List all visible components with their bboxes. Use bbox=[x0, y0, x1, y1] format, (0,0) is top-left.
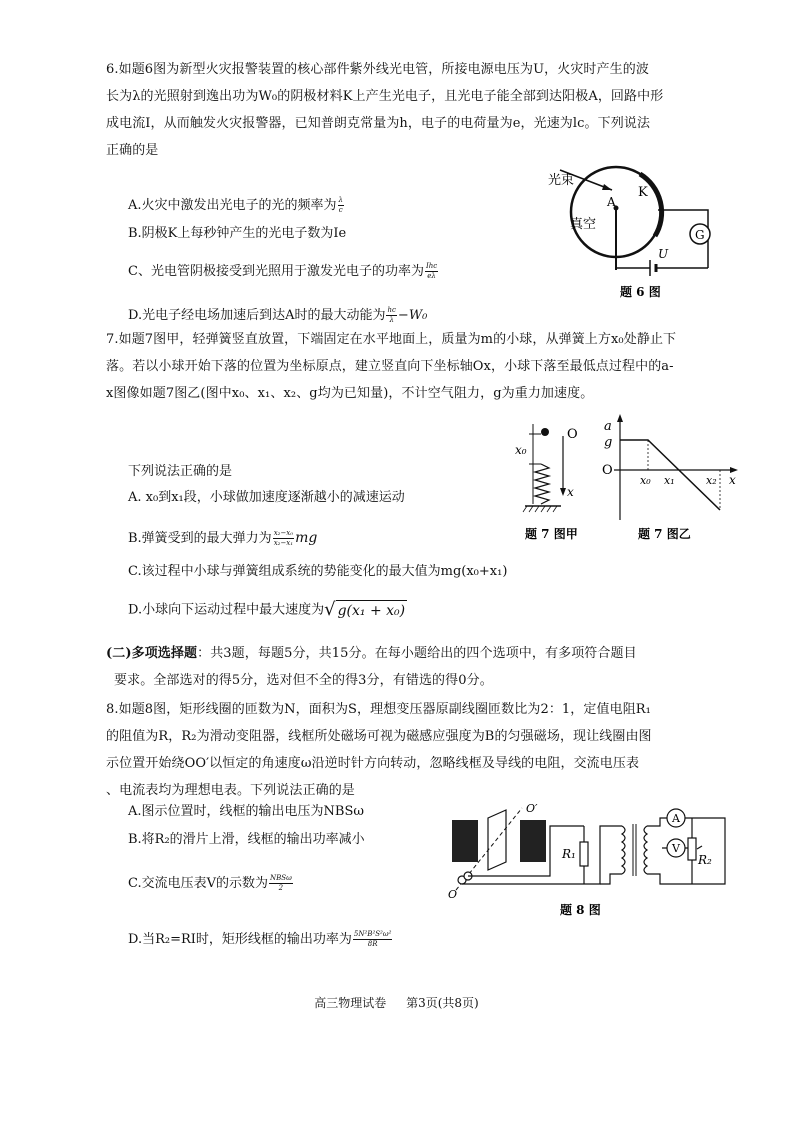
q6-option-b[interactable] bbox=[128, 224, 346, 244]
q7-option-d[interactable] bbox=[128, 600, 407, 621]
q7-line: 落。若以小球开始下落的位置为坐标原点，建立竖直向下坐标轴Ox，小球下落至最低点过程中的a- bbox=[106, 359, 674, 374]
transformer-secondary bbox=[644, 826, 647, 874]
magnet-pole-left bbox=[452, 820, 478, 862]
voltage-label: U bbox=[658, 247, 669, 261]
q6-option-d-fraction bbox=[386, 306, 396, 325]
q8-stem bbox=[106, 696, 726, 804]
cathode-label: K bbox=[638, 185, 648, 200]
q6-option-d-text: D.光电子经电场加速后到达A时的最大动能为 bbox=[128, 308, 386, 323]
x-axis-arrow bbox=[560, 488, 566, 496]
q6-line: 正确的是 bbox=[106, 143, 159, 158]
resistor-r1 bbox=[580, 842, 588, 866]
q8-option-d[interactable] bbox=[128, 930, 393, 950]
q6-option-c-fraction bbox=[425, 262, 438, 281]
q8-option-c-fraction bbox=[269, 874, 293, 893]
light-beam-arrow bbox=[602, 184, 612, 190]
section-2-rules: ：共3题，每题5分，共15分。在每小题给出的四个选项中，有多项符合题目 bbox=[197, 646, 637, 661]
x0-label: x₀ bbox=[515, 443, 527, 457]
q7-option-b-fraction bbox=[273, 529, 294, 548]
ball bbox=[541, 428, 549, 436]
q8-option-a-text: A.图示位置时，线框的输出电压为NBSω bbox=[128, 804, 364, 819]
q8-option-d-text: D.当R₂=RI时，矩形线框的输出功率为 bbox=[128, 932, 352, 947]
q7-option-c[interactable] bbox=[128, 562, 507, 582]
fraction-numerator: x₂−x₀ bbox=[273, 529, 294, 537]
section-2-rules-line2: 要求。全部选对的得5分，选对但不全的得3分，有错选的得0分。 bbox=[114, 673, 493, 688]
q8-option-a[interactable] bbox=[128, 802, 364, 822]
x0-tick-label: x₀ bbox=[640, 474, 651, 487]
r1-label: R₁ bbox=[562, 847, 576, 861]
axis-bottom-label: O bbox=[448, 888, 458, 901]
exam-title: 高三物理试卷 bbox=[314, 996, 387, 1010]
q6-line: 6.如题6图为新型火灾报警装置的核心部件紫外线光电管，所接电源电压为U，火灾时产生的波 bbox=[106, 62, 649, 77]
q7-option-b-tail: mg bbox=[295, 530, 318, 546]
fraction-denominator: λ bbox=[389, 316, 394, 324]
x-axis-label: x bbox=[729, 473, 736, 487]
page-number: 第3页(共8页) bbox=[406, 996, 479, 1010]
q8-figure bbox=[440, 800, 740, 920]
fraction-numerator: NBSω bbox=[270, 874, 292, 882]
r2-slider-arrow bbox=[697, 846, 702, 849]
q8-line: 、电流表均为理想电表。下列说法正确的是 bbox=[106, 783, 355, 798]
primary-return bbox=[600, 874, 622, 884]
q6-figure bbox=[540, 162, 720, 304]
anode-label: A bbox=[607, 195, 616, 209]
q8-option-d-fraction bbox=[353, 930, 392, 949]
q7-figure-b-caption: 题 7 图乙 bbox=[638, 527, 691, 541]
q7-option-d-radical: √ g(x₁ + x₀) bbox=[324, 599, 406, 620]
fraction-numerator: 5N²B²S²ω² bbox=[353, 930, 392, 938]
q6-line: 成电流I，从而触发火灾报警器，已知普朗克常量为h，电子的电荷量为e，光速为lc。下列说法 bbox=[106, 116, 651, 131]
x-label: x bbox=[567, 485, 574, 499]
resistor-r2 bbox=[688, 838, 696, 860]
q8-option-c[interactable] bbox=[128, 874, 294, 894]
ground-hatching bbox=[523, 506, 557, 512]
spring bbox=[535, 464, 549, 504]
a-label: a bbox=[604, 419, 612, 434]
q7-stem bbox=[106, 326, 726, 407]
q6-option-c-text: C、光电管阴极接受到光照用于激发光电子的功率为 bbox=[128, 264, 424, 279]
q7-line: 7.如题7图甲，轻弹簧竖直放置，下端固定在水平地面上，质量为m的小球，从弹簧上方x₀处静止下 bbox=[106, 332, 677, 347]
fraction-denominator: x₂−x₁ bbox=[273, 539, 294, 547]
circuit-wire-bottom-left bbox=[616, 268, 650, 270]
q7-figure-b bbox=[598, 410, 743, 545]
q6-option-a-text: A.火灾中激发出光电子的光的频率为 bbox=[128, 198, 337, 213]
ammeter-label: A bbox=[672, 812, 680, 825]
r2-label: R₂ bbox=[698, 853, 712, 867]
a-axis-arrow bbox=[617, 414, 623, 422]
q8-option-c-text: C.交流电压表V的示数为 bbox=[128, 876, 269, 891]
section-2-title: (二)多项选择题 bbox=[106, 646, 198, 661]
x1-tick-label: x₁ bbox=[664, 474, 675, 487]
radicand: g(x₁ + x₀) bbox=[336, 600, 408, 620]
section-2-header bbox=[106, 640, 726, 694]
fraction-denominator: c bbox=[338, 206, 343, 214]
vacuum-label: 真空 bbox=[570, 217, 597, 232]
fraction-numerator: λ bbox=[338, 196, 343, 204]
q8-line: 示位置开始绕OO′以恒定的角速度ω沿逆时针方向转动，忽略线框及导线的电阻，交流电压表 bbox=[106, 756, 640, 771]
q7-option-d-text: D.小球向下运动过程中最大速度为 bbox=[128, 602, 325, 618]
fraction-denominator: 8R bbox=[367, 940, 378, 948]
fraction-numerator: hc bbox=[387, 306, 396, 314]
q8-option-b-text: B.将R₂的滑片上滑，线框的输出功率减小 bbox=[128, 832, 365, 847]
origin-label: O bbox=[567, 427, 578, 442]
page-footer bbox=[0, 997, 793, 1011]
q6-option-a-fraction bbox=[338, 196, 344, 215]
q7-figure-a-caption: 题 7 图甲 bbox=[525, 527, 578, 541]
q7-option-a[interactable] bbox=[128, 488, 405, 508]
q7-prompt: 下列说法正确的是 bbox=[128, 464, 233, 479]
q7-figure-a bbox=[505, 420, 595, 545]
q6-figure-caption: 题 6 图 bbox=[620, 285, 661, 299]
x2-tick-label: x₂ bbox=[706, 474, 717, 487]
fraction-numerator: Ihc bbox=[425, 262, 438, 270]
magnet-pole-right bbox=[520, 820, 546, 862]
fraction-denominator: eλ bbox=[427, 272, 436, 280]
q8-line: 的阻值为R，R₂为滑动变阻器，线框所处磁场可视为磁感应强度为B的匀强磁场，现让线圈由图 bbox=[106, 729, 652, 744]
origin-label: O bbox=[602, 463, 613, 478]
q7-option-a-text: A. x₀到x₁段，小球做加速度逐渐越小的减速运动 bbox=[128, 490, 405, 505]
q8-line: 8.如题8图，矩形线圈的匝数为N，面积为S，理想变压器原副线圈匝数比为2：1，定值电阻R₁ bbox=[106, 702, 651, 717]
q7-option-c-text: C.该过程中小球与弹簧组成系统的势能变化的最大值为mg(x₀+x₁) bbox=[128, 564, 508, 579]
q6-option-b-text: B.阴极K上每秒钟产生的光电子数为Ie bbox=[128, 226, 347, 241]
q7-line: x图像如题7图乙(图中x₀、x₁、x₂、g均为已知量)，不计空气阻力，g为重力加速度。 bbox=[106, 386, 594, 401]
q8-figure-caption: 题 8 图 bbox=[560, 903, 601, 917]
axis-top-label: O′ bbox=[526, 802, 538, 815]
q7-option-b[interactable] bbox=[128, 528, 317, 549]
galvanometer-label: G bbox=[695, 228, 705, 242]
q6-option-c[interactable] bbox=[128, 262, 439, 282]
voltmeter-label: V bbox=[672, 842, 680, 855]
coil-frame bbox=[488, 810, 506, 870]
q6-option-d[interactable] bbox=[128, 306, 427, 326]
g-label: g bbox=[604, 435, 613, 450]
cathode-k bbox=[640, 174, 662, 236]
q8-option-b[interactable] bbox=[128, 830, 365, 850]
q6-stem bbox=[106, 56, 726, 164]
transformer-primary bbox=[622, 826, 625, 874]
fraction-denominator: 2 bbox=[278, 884, 284, 892]
q6-option-a[interactable] bbox=[128, 196, 345, 216]
q6-option-d-tail: −W₀ bbox=[397, 308, 428, 323]
q7-option-b-text: B.弹簧受到的最大弹力为 bbox=[128, 531, 272, 546]
light-beam-label: 光束 bbox=[548, 173, 575, 188]
secondary-loop bbox=[647, 818, 725, 884]
q6-line: 长为λ的光照射到逸出功为W₀的阴极材料K上产生光电子，且光电子能全部到达阳极A，回路中形 bbox=[106, 89, 664, 104]
